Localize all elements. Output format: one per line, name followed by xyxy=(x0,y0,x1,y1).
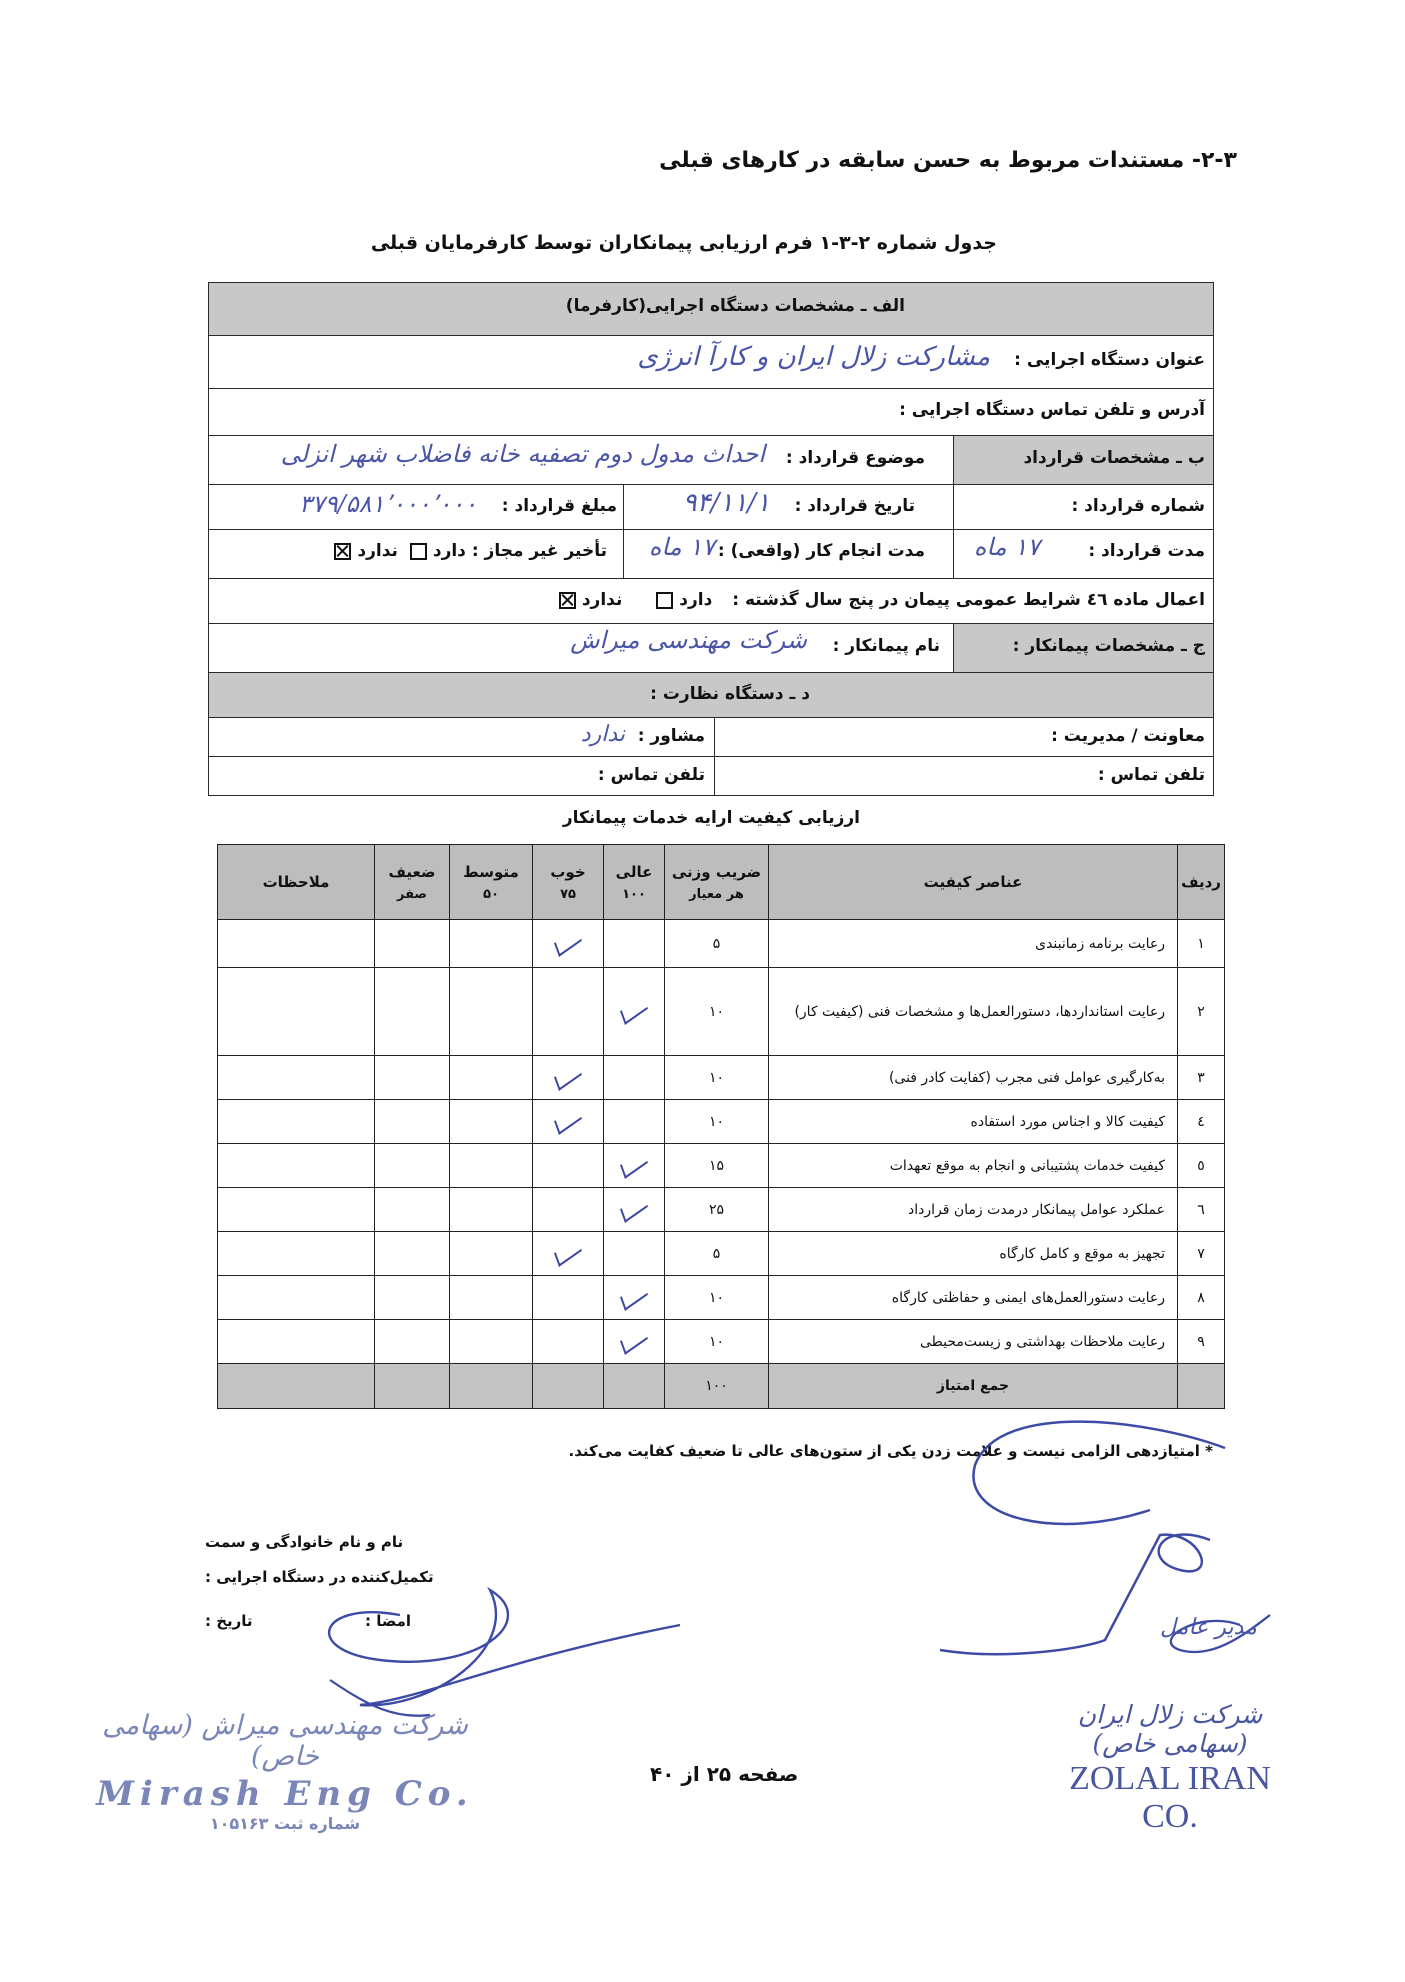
quality-title: ارزیابی کیفیت ارایه خدمات پیمانکار xyxy=(562,808,860,828)
average-title: متوسط xyxy=(463,862,519,881)
sign-line-1: نام و نام خانوادگی و سمت xyxy=(205,1533,404,1551)
phone-label-left: تلفن تماس : xyxy=(597,765,705,785)
quality-element: به‌کارگیری عوامل فنی مجرب (کفایت کادر فنی) xyxy=(769,1056,1178,1100)
article46-label: اعمال ماده ٤٦ شرایط عمومی پیمان در پنج سال گذشته : xyxy=(732,590,1205,610)
col-element: عناصر کیفیت xyxy=(769,845,1178,920)
stamp-zolal-fa: شرکت زلال ایران (سهامی خاص) xyxy=(1077,1700,1263,1758)
company-stamp-mirash xyxy=(95,1710,475,1833)
quality-element: رعایت برنامه زمانبندی xyxy=(769,920,1178,968)
quality-element: کیفیت خدمات پشتیبانی و انجام به موقع تعهدات xyxy=(769,1144,1178,1188)
average-score: ۵۰ xyxy=(483,886,499,902)
row-number: ۹ xyxy=(1178,1320,1225,1364)
consultant-value: ندارد xyxy=(580,722,625,747)
row-number: ٦ xyxy=(1178,1188,1225,1232)
article46-hasnot: ندارد xyxy=(581,590,623,610)
deputy-label: معاونت / مدیریت : xyxy=(1051,726,1205,746)
row-number: ۱ xyxy=(1178,920,1225,968)
weight-value: ۲۵ xyxy=(665,1188,769,1232)
weight-value: ۵ xyxy=(665,920,769,968)
delay-has: دارد xyxy=(432,541,466,561)
row-number: ۸ xyxy=(1178,1276,1225,1320)
weight-value: ۱۰ xyxy=(665,1276,769,1320)
row-number: ٥ xyxy=(1178,1144,1225,1188)
row-number: ۳ xyxy=(1178,1056,1225,1100)
contractor-value: شرکت مهندسی میراش xyxy=(570,626,807,654)
page-number: صفحه ۲۵ از ۴۰ xyxy=(650,1762,799,1786)
amount-value: ۳۷۹/۵۸۱٬۰۰۰٬۰۰۰ xyxy=(298,490,477,518)
total-label: جمع امتیاز xyxy=(769,1364,1178,1409)
part-b-title: ب ـ مشخصات قرارداد xyxy=(1023,448,1205,468)
date-value: ۹۴/۱۱/۱ xyxy=(682,488,770,518)
weak-score: صفر xyxy=(396,886,427,902)
row-number: ۷ xyxy=(1178,1232,1225,1276)
delay-hasnot: ندارد xyxy=(357,541,398,561)
subject-value: احداث مدول دوم تصفیه خانه فاضلاب شهر انزلی xyxy=(280,440,765,468)
consultant-label: مشاور : xyxy=(637,726,705,746)
actual-duration-value: ۱۷ ماه xyxy=(648,533,715,561)
part-c-title: ج ـ مشخصات پیمانکار : xyxy=(1012,636,1205,656)
excellent-title: عالی xyxy=(615,862,653,881)
weight-sub: هر معیار xyxy=(689,886,744,902)
col-notes: ملاحظات xyxy=(218,845,375,920)
row-number: ۲ xyxy=(1178,968,1225,1056)
agency-title-label: عنوان دستگاه اجرایی : xyxy=(1014,350,1205,370)
sign-label: امضا : xyxy=(365,1612,412,1630)
agency-title-value: مشارکت زلال ایران و کارآ انرژی xyxy=(637,342,990,372)
weight-value: ۱۵ xyxy=(665,1144,769,1188)
quality-element: رعایت دستورالعمل‌های ایمنی و حفاظتی کارگاه xyxy=(769,1276,1178,1320)
part-a-title: الف ـ مشخصات دستگاه اجرایی(کارفرما) xyxy=(565,296,905,316)
weight-value: ۵ xyxy=(665,1232,769,1276)
date-label: تاریخ قرارداد : xyxy=(794,496,915,516)
actual-duration-label: مدت انجام کار (واقعی) : xyxy=(717,541,925,561)
section-heading: ۲-۳- مستندات مربوط به حسن سابقه در کارهای قبلی xyxy=(659,148,1237,173)
company-stamp-zolal xyxy=(1040,1700,1300,1836)
weight-value: ۱۰ xyxy=(665,968,769,1056)
weight-value: ۱۰ xyxy=(665,1320,769,1364)
quality-element: کیفیت کالا و اجناس مورد استفاده xyxy=(769,1100,1178,1144)
table-caption: جدول شماره ۲-۳-۱ فرم ارزیابی پیمانکاران توسط کارفرمایان قبلی xyxy=(370,232,997,254)
duration-value: ۱۷ ماه xyxy=(973,533,1040,561)
stamp-zolal-en: ZOLAL IRAN CO. xyxy=(1069,1760,1271,1835)
quality-element: رعایت ملاحظات بهداشتی و زیست‌محیطی xyxy=(769,1320,1178,1364)
excellent-score: ۱۰۰ xyxy=(622,886,646,902)
amount-label: مبلغ قرارداد : xyxy=(501,496,617,516)
row-number: ٤ xyxy=(1178,1100,1225,1144)
weak-title: ضعیف xyxy=(388,862,436,881)
sign-line-2: تکمیل‌کننده در دستگاه اجرایی : xyxy=(205,1568,434,1586)
stamp-mirash-reg: شماره ثبت ۱۰۵۱۶۳ xyxy=(209,1814,361,1833)
quality-element: تجهیز به موقع و کامل کارگاه xyxy=(769,1232,1178,1276)
address-label: آدرس و تلفن تماس دستگاه اجرایی : xyxy=(899,400,1205,420)
subject-label: موضوع قرارداد : xyxy=(785,448,925,468)
footnote: * امتیازدهی الزامی نیست و علامت زدن یکی از ستون‌های عالی تا ضعیف کفایت می‌کند. xyxy=(568,1442,1213,1460)
part-d-title: د ـ دستگاه نظارت : xyxy=(650,684,810,704)
weight-title: ضریب وزنی xyxy=(671,862,762,881)
quality-element: رعایت استانداردها، دستورالعمل‌ها و مشخصات فنی (کیفیت کار) xyxy=(769,968,1178,1056)
stamp-mirash-fa: شرکت مهندسی میراش (سهامی خاص) xyxy=(102,1710,468,1772)
number-label: شماره قرارداد : xyxy=(1071,496,1205,516)
contractor-label: نام پیمانکار : xyxy=(832,636,940,656)
good-score: ۷۵ xyxy=(560,886,576,902)
total-value: ۱۰۰ xyxy=(665,1364,769,1409)
article46-has: دارد xyxy=(679,590,713,610)
weight-value: ۱۰ xyxy=(665,1100,769,1144)
weight-value: ۱۰ xyxy=(665,1056,769,1100)
good-title: خوب xyxy=(550,862,586,881)
signature-name: مدیر عامل xyxy=(1160,1615,1257,1640)
sign-date-label: تاریخ : xyxy=(205,1612,253,1630)
delay-label: تأخیر غیر مجاز : xyxy=(471,541,607,561)
duration-label: مدت قرارداد : xyxy=(1088,541,1205,561)
quality-element: عملکرد عوامل پیمانکار درمدت زمان قرارداد xyxy=(769,1188,1178,1232)
col-row: ردیف xyxy=(1178,845,1225,920)
stamp-mirash-en: Mirash Eng Co. xyxy=(96,1774,474,1814)
phone-label-right: تلفن تماس : xyxy=(1097,765,1205,785)
